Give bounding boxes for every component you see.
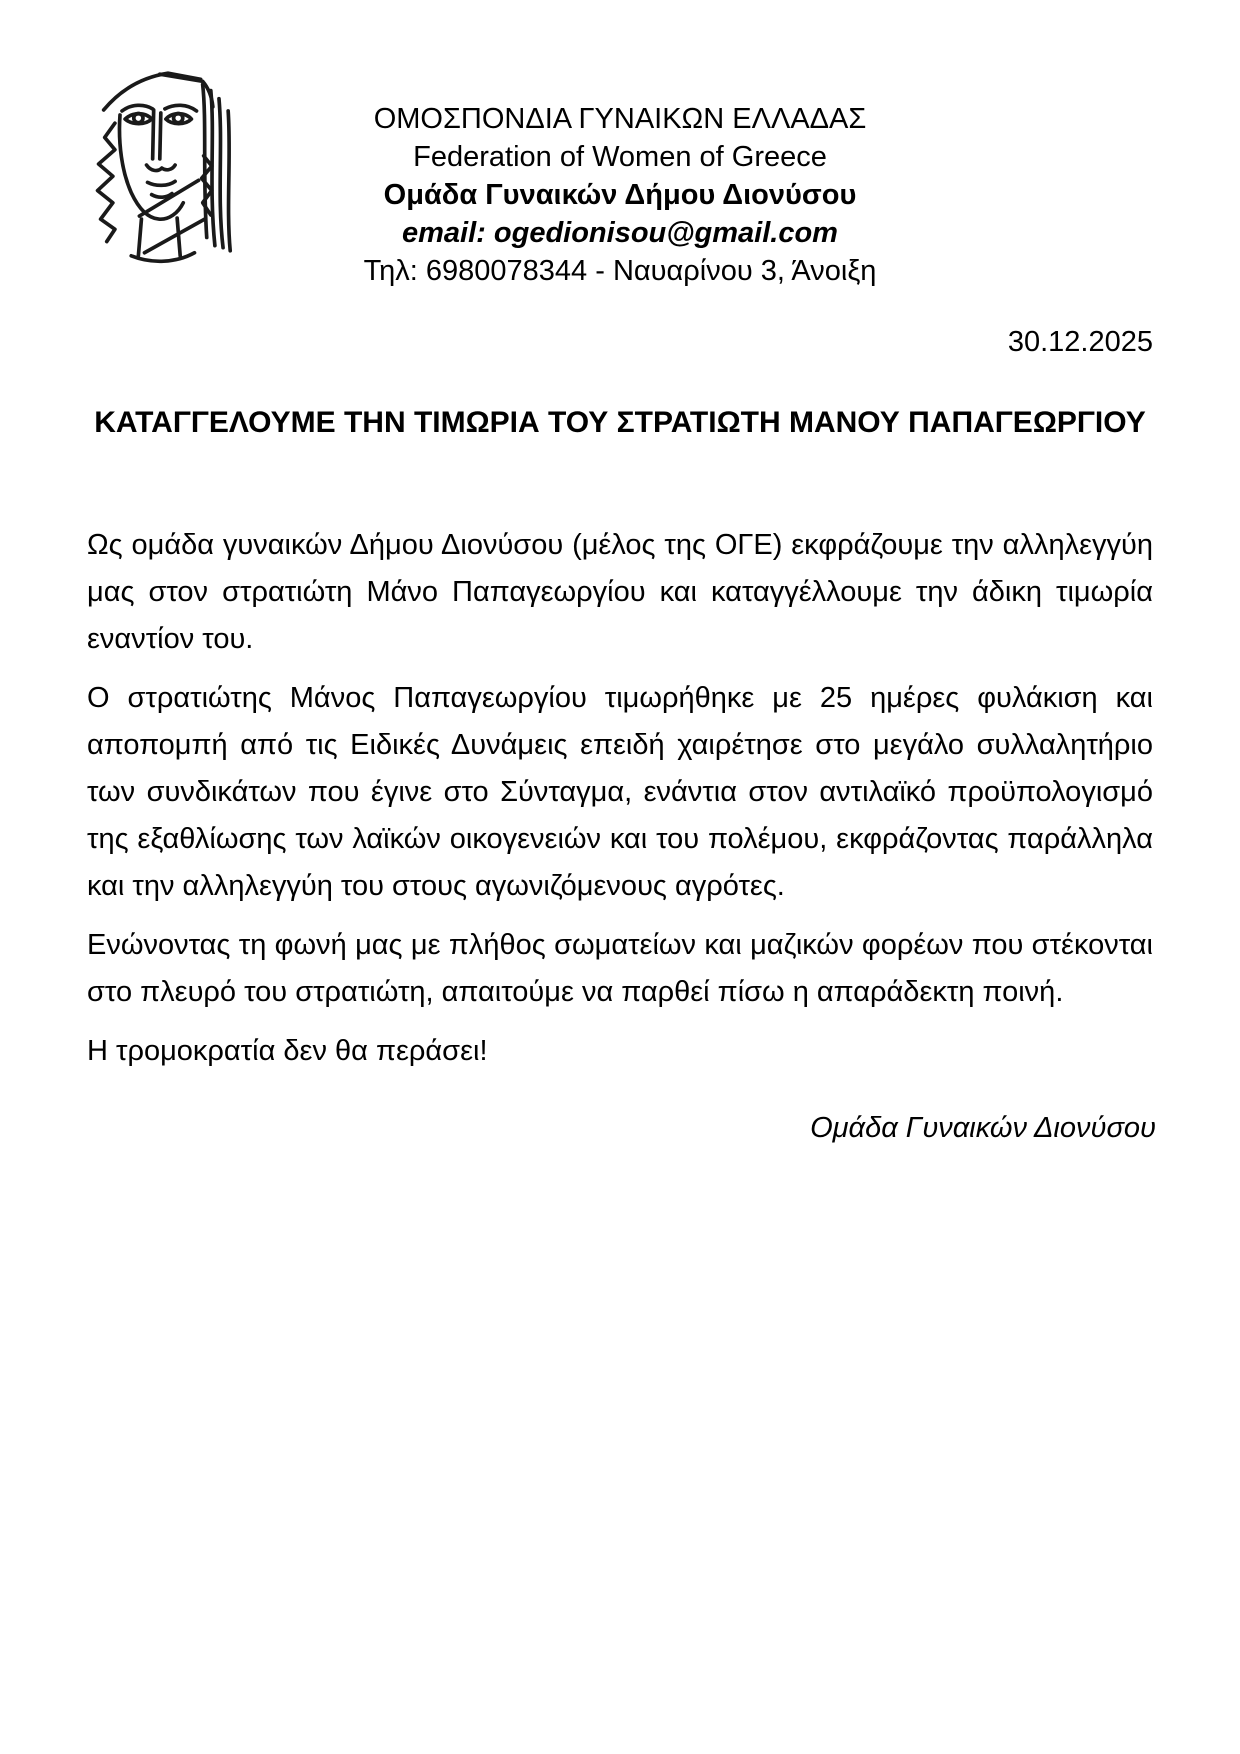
- letter-date: 30.12.2025: [1007, 326, 1153, 358]
- signature: Ομάδα Γυναικών Διονύσου: [810, 1112, 1156, 1144]
- email-line: email: ogedionisou@gmail.com: [402, 217, 838, 249]
- letterhead: [0, 100, 1240, 290]
- letter-title: ΚΑΤΑΓΓΕΛΟΥΜΕ ΤΗΝ ΤΙΜΩΡΙΑ ΤΟΥ ΣΤΡΑΤΙΩΤΗ ΜΑΝΟΥ ΠΑΠΑΓΕΩΡΓΙΟΥ: [94, 406, 1146, 439]
- paragraph-solidarity: Ως ομάδα γυναικών Δήμου Διονύσου (μέλος της ΟΓΕ) εκφράζουμε την αλληλεγγύη μας στον στρατιώτη Μάνο Παπαγεωργίου και καταγγέλλουμε την άδικη τιμωρία εναντίον του.: [87, 529, 1153, 655]
- phone-line: Τηλ: 6980078344 - Ναυαρίνου 3, Άνοιξη: [363, 255, 877, 287]
- letter-body: [87, 522, 1153, 1087]
- group-name: Ομάδα Γυναικών Δήμου Διονύσου: [383, 179, 857, 211]
- paragraph-demand: Ενώνοντας τη φωνή μας με πλήθος σωματείων και μαζικών φορέων που στέκονται στο πλευρό του στρατιώτη, απαιτούμε να παρθεί πίσω η απαράδεκτη ποινή.: [87, 929, 1153, 1008]
- paragraph-slogan: Η τρομοκρατία δεν θα περάσει!: [87, 1035, 488, 1067]
- org-name-greek: ΟΜΟΣΠΟΝΔΙΑ ΓΥΝΑΙΚΩΝ ΕΛΛΑΔΑΣ: [373, 103, 867, 135]
- org-name-english: Federation of Women of Greece: [413, 141, 827, 173]
- paragraph-punishment-details: Ο στρατιώτης Μάνος Παπαγεωργίου τιμωρήθηκε με 25 ημέρες φυλάκιση και αποπομπή από τις Ειδικές Δυνάμεις επειδή χαιρέτησε στο μεγάλο συλλαλητήριο των συνδικάτων που έγινε στο Σύνταγμα, ενάντια στον αντιλαϊκό προϋπολογισμό της εξαθλίωσης των λαϊκών οικογενειών και του πολέμου, εκφράζοντας παράλληλα και την αλληλεγγύη του στους αγωνιζόμενους αγρότες.: [87, 682, 1153, 902]
